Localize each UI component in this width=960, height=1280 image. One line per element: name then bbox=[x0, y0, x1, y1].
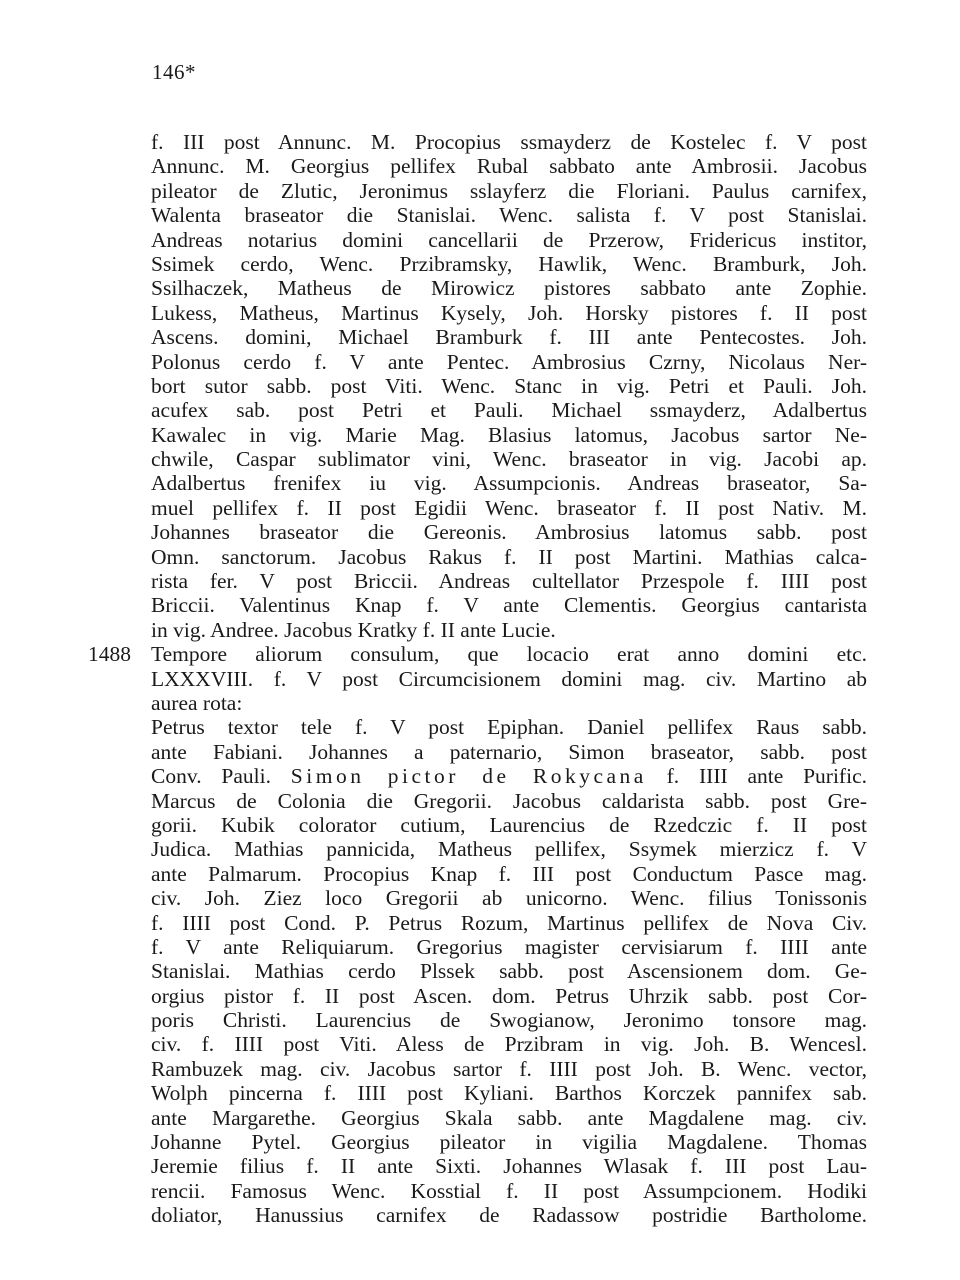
text-line: civ. f. IIII post Viti. Aless de Przibram in vig. Joh. B. Wencesl. bbox=[151, 1032, 867, 1057]
text-line: Johannes braseator die Gereonis. Ambrosius latomus sabb. post bbox=[151, 520, 867, 545]
text-line: f. V ante Reliquiarum. Gregorius magister cervisiarum f. IIII ante bbox=[151, 934, 867, 959]
text-line: Jeremie filius f. II ante Sixti. Johannes Wlasak f. III post Lau- bbox=[151, 1154, 867, 1179]
text-line: rista fer. V post Briccii. Andreas cultellator Przespole f. IIII post bbox=[151, 569, 867, 594]
text-line: Petrus textor tele f. V post Epiphan. Daniel pellifex Raus sabb. bbox=[151, 715, 867, 740]
text-line: Johanne Pytel. Georgius pileator in vigilia Magdalene. Thomas bbox=[151, 1130, 867, 1155]
text-line: Tempore aliorum consulum, que locacio erat anno domini etc. bbox=[151, 642, 867, 667]
main-text bbox=[151, 130, 867, 1228]
text-line: acufex sab. post Petri et Pauli. Michael ssmayderz, Adalbertus bbox=[151, 398, 867, 423]
text-line: f. III post Annunc. M. Procopius ssmayderz de Kostelec f. V post bbox=[151, 130, 867, 154]
text-line: Ssimek cerdo, Wenc. Przibramsky, Hawlik, Wenc. Bramburk, Joh. bbox=[151, 251, 867, 276]
text-line: Omn. sanctorum. Jacobus Rakus f. II post Martini. Mathias calca- bbox=[151, 544, 867, 569]
text-line: Lukess, Matheus, Martinus Kysely, Joh. Horsky pistores f. II post bbox=[151, 300, 867, 325]
text-line: chwile, Caspar sublimator vini, Wenc. braseator in vig. Jacobi ap. bbox=[151, 447, 867, 472]
text-line: Polonus cerdo f. V ante Pentec. Ambrosius Czrny, Nicolaus Ner- bbox=[151, 349, 867, 374]
text-line: Briccii. Valentinus Knap f. V ante Clementis. Georgius cantarista bbox=[151, 593, 867, 618]
text-line: rencii. Famosus Wenc. Kosstial f. II post Assumpcionem. Hodiki bbox=[151, 1178, 867, 1203]
text-line: Ascens. domini, Michael Bramburk f. III ante Pentecostes. Joh. bbox=[151, 325, 867, 350]
text-line: f. IIII post Cond. P. Petrus Rozum, Martinus pellifex de Nova Civ. bbox=[151, 910, 867, 935]
text-line: in vig. Andree. Jacobus Kratky f. II ante Lucie. bbox=[151, 617, 556, 642]
text-line: pileator de Zlutic, Jeronimus sslayferz die Floriani. Paulus carnifex, bbox=[151, 178, 867, 203]
text-line: Judica. Mathias pannicida, Matheus pellifex, Ssymek mierzicz f. V bbox=[151, 837, 867, 862]
text-line: civ. Joh. Ziez loco Gregorii ab unicorno. Wenc. filius Tonissonis bbox=[151, 886, 867, 911]
text-line: Stanislai. Mathias cerdo Plssek sabb. post Ascensionem dom. Ge- bbox=[151, 959, 867, 984]
text-line: ante Fabiani. Johannes a paternario, Simon braseator, sabb. post bbox=[151, 739, 867, 764]
text-line: Andreas notarius domini cancellarii de Przerow, Fridericus institor, bbox=[151, 227, 867, 252]
text-line: poris Christi. Laurencius de Swogianow, Jeronimo tonsore mag. bbox=[151, 1008, 867, 1033]
text-line: Rambuzek mag. civ. Jacobus sartor f. IIII post Joh. B. Wenc. vector, bbox=[151, 1056, 867, 1081]
text-line: ante Palmarum. Procopius Knap f. III post Conductum Pasce mag. bbox=[151, 861, 867, 886]
text-line: Walenta braseator die Stanislai. Wenc. salista f. V post Stanislai. bbox=[151, 203, 867, 228]
text-line: ante Margarethe. Georgius Skala sabb. ante Magdalene mag. civ. bbox=[151, 1105, 867, 1130]
text-line: Annunc. M. Georgius pellifex Rubal sabbato ante Ambrosii. Jacobus bbox=[151, 154, 867, 179]
emphasized-name: Simon pictor de Rokycana bbox=[290, 764, 647, 789]
text-line: Wolph pincerna f. IIII post Kyliani. Barthos Korczek pannifex sab. bbox=[151, 1081, 867, 1106]
text-line: muel pellifex f. II post Egidii Wenc. braseator f. II post Nativ. M. bbox=[151, 495, 867, 520]
text-line: Ssilhaczek, Matheus de Mirowicz pistores sabbato ante Zophie. bbox=[151, 276, 867, 301]
year-marker: 1488 bbox=[88, 642, 131, 666]
text-line: aurea rota: bbox=[151, 690, 243, 715]
text-line: LXXXVIII. f. V post Circumcisionem domini mag. civ. Martino ab bbox=[151, 666, 867, 691]
text-line: Kawalec in vig. Marie Mag. Blasius latomus, Jacobus sartor Ne- bbox=[151, 422, 867, 447]
text-line: Marcus de Colonia die Gregorii. Jacobus caldarista sabb. post Gre- bbox=[151, 788, 867, 813]
text-line: gorii. Kubik colorator cutium, Laurencius de Rzedczic f. II post bbox=[151, 812, 867, 837]
text-line: bort sutor sabb. post Viti. Wenc. Stanc in vig. Petri et Pauli. Joh. bbox=[151, 373, 867, 398]
text-line: Adalbertus frenifex iu vig. Assumpcionis. Andreas braseator, Sa- bbox=[151, 471, 867, 496]
text-line: Conv. Pauli. Simon pictor de Rokycana f. IIII ante Purific. bbox=[151, 764, 867, 789]
text-line: orgius pistor f. II post Ascen. dom. Petrus Uhrzik sabb. post Cor- bbox=[151, 983, 867, 1008]
page-number: 146* bbox=[152, 60, 196, 84]
text-line: doliator, Hanussius carnifex de Radassow postridie Bartholome. bbox=[151, 1203, 867, 1228]
